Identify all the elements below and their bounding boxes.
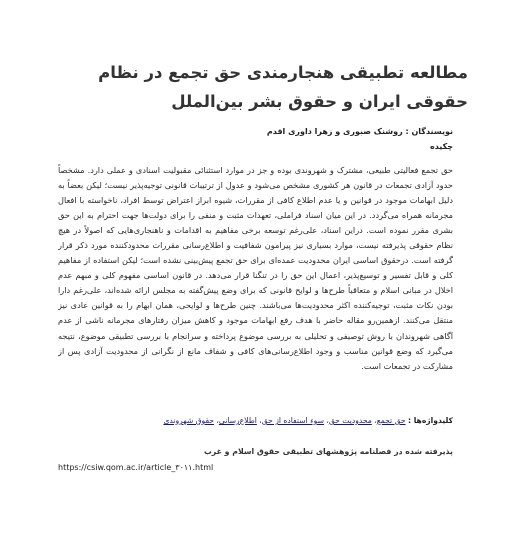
article-title: مطالعه تطبیقی هنجارمندی حق تجمع در نظام حقوقی ایران و حقوق بشر بین‌الملل — [98, 63, 468, 111]
authors-names: روشنک صبوری و زهرا داوری اقدم — [266, 127, 403, 136]
abstract-text: حق تجمع فعالیتی طبیعی، مشترک و شهروندی بوده و جز در موارد استثنائی مقبولیت اسنادی و عملی دارد. مشخصاً حدود آزادی تجمعات در قانون هر کشوری مشخص می‌شود و عدول از ترتیبات قانونی توجیه‌پذیر نیست؛ لیکن بعضاً به دلیل ابهامات موجود در قوانین و یا عدم اطلاع کافی از مقررات، شیوه ابراز اعتراض توسط افراد، ناخواسته با افعال مجرمانه همراه می‌گردد. در این میان اسناد فراملی، تعهدات مثبت و منفی را برای دولت‌ها جهت احترام به این حق بشری مقرر نموده است. دراین اسناد، علی‌رغم توسعه برخی مفاهیم به اقدامات و ناهنجاری‌هایی که اصولاً در هیچ نظام حقوقی پذیرفته نیست، موارد بسیاری نیز پیرامون شفافیت و اطلاع‌رسانی مقررات محدودکننده مورد ذکر قرار گرفته است. درحقوق اساسی ایران محدودیت عمده‌ای برای حق تجمع پیش‌بینی نشده است؛ لیکن استفاده از مفاهیم کلی و قابل تفسیر و توسیع‌پذیر، اعمال این حق را در تنگنا قرار می‌دهد. در قانون اساسی مفهوم کلی و مبهم عدم اخلال در مبانی اسلام و متعاقباً طرح‌ها و لوایح قانونی که برای وضع پیش‌گفته به مجلس ارائه شده‌اند، علی‌رغم دارا بودن نکات مثبت، توجیه‌کننده اکثر محدودیت‌ها می‌باشند. چنین طرح‌ها و لوایحی، همان ابهام را به قوانین عادی نیز منتقل می‌کنند. ازهمین‌رو مقاله حاضر با هدف رفع ابهامات موجود و کاهش میزان رفتارهای مجرمانه ناشی از عدم آگاهی شهروندان با روش توصیفی و تحلیلی به بررسی موضوع پرداخته و سرانجام با بررسی تطبیقی موضوع، نتیجه می‌گیرد که وضع قوانین مناسب و وجود اطلاع‌رسانی‌های کافی و شفاف مانع از نگرانی از محدودیت آزادی پس از مشارکت در تجمعات است. — [58, 165, 453, 371]
keyword-separator: ، — [216, 416, 219, 425]
keyword-link[interactable]: محدودیت حق — [328, 416, 372, 425]
keyword-link[interactable]: حق تجمع — [376, 416, 406, 425]
keyword-link[interactable]: حقوق شهروندی — [163, 416, 214, 425]
keyword-link[interactable]: اطلاع‌رسانی — [218, 416, 257, 425]
keywords-line — [58, 416, 453, 425]
keyword-link[interactable]: سوء استفاده از حق — [261, 416, 324, 425]
authors-label: نویسندگان : — [405, 127, 453, 136]
keyword-separator: ، — [374, 416, 377, 425]
publisher-note: پذیرفته شده در فصلنامه پژوهشهای تطبیقی حقوق اسلام و غرب — [203, 447, 453, 456]
keywords-label: کلیدواژه‌ها : — [408, 416, 453, 425]
abstract-heading: چکیده — [429, 142, 453, 151]
keyword-separator: ، — [259, 416, 262, 425]
keyword-separator: ، — [326, 416, 329, 425]
article-url[interactable]: https://csiw.qom.ac.ir/article_۳۰۱۱.html — [58, 463, 214, 472]
authors-line — [267, 127, 453, 136]
